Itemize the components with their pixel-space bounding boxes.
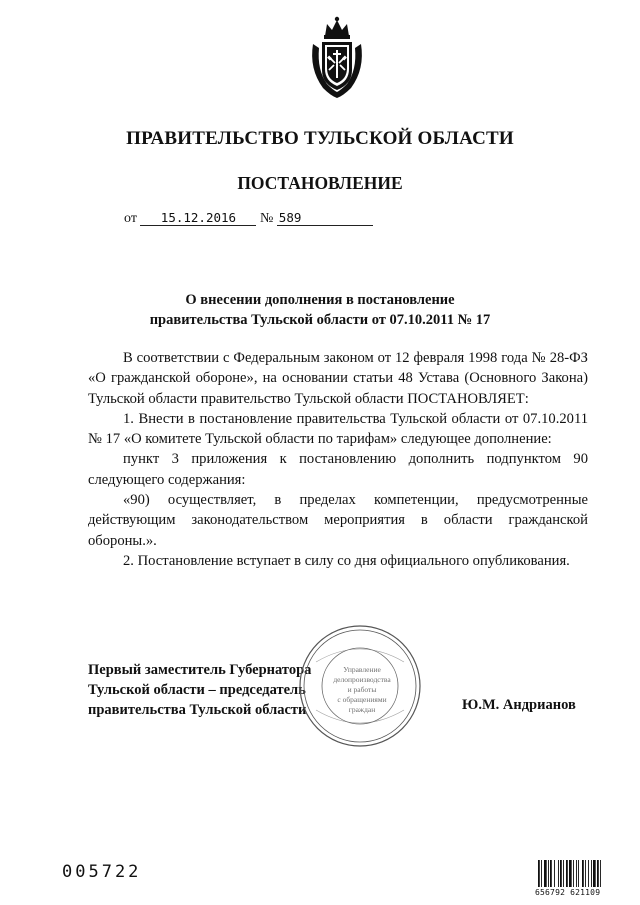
document-subject (0, 290, 640, 330)
barcode-bar (569, 860, 572, 887)
barcode-bar (563, 860, 564, 887)
document-serial-number: 005722 (62, 862, 142, 882)
barcode-bar (544, 860, 547, 887)
paragraph-item-2: 2. Постановление вступает в силу со дня официального опубликования. (123, 552, 570, 569)
tula-coat-of-arms-icon (305, 14, 369, 100)
paragraph-item-1: 1. Внести в постановление правительства Тульской области от 07.10.2011 № 17 «О комитете Тульской области по тарифам» следующее дополнение: (88, 410, 588, 448)
barcode-bar (593, 860, 596, 887)
barcode-bar (550, 860, 552, 887)
paragraph-amendment: пункт 3 приложения к постановлению дополнить подпунктом 90 следующего содержания: (88, 451, 588, 488)
government-title: ПРАВИТЕЛЬСТВО ТУЛЬСКОЙ ОБЛАСТИ (126, 128, 514, 149)
document-number: 589 (277, 211, 373, 226)
stamp-text-2: делопроизводства (333, 675, 391, 684)
official-stamp (296, 622, 424, 750)
document-body (88, 348, 588, 571)
paragraph-preamble: В соответствии с Федеральным законом от 12 февраля 1998 года № 28-ФЗ «О гражданской обороне», на основании статьи 48 Устава (Основного Закона) Тульской области правительство Тульской области ПОСТАНОВЛЯЕТ: (88, 350, 588, 407)
barcode-bar (558, 860, 559, 887)
barcode-bar (588, 860, 589, 887)
barcode-number: 656792 621109 (535, 888, 601, 897)
barcode-bar (548, 860, 549, 887)
stamp-text-5: граждан (348, 705, 376, 714)
barcode-bar (600, 860, 601, 887)
barcode-bar (591, 860, 592, 887)
stamp-text-4: с обращениями (337, 695, 387, 704)
barcode-bar (560, 860, 562, 887)
signer-line-2: Тульской области – председатель (88, 682, 306, 698)
barcode-bar (541, 860, 542, 887)
barcode-bar (554, 860, 555, 887)
subject-line-2: правительства Тульской области от 07.10.2011 № 17 (149, 312, 491, 328)
signer-line-3: правительства Тульской области (88, 702, 307, 718)
barcode-bar (578, 860, 579, 887)
number-prefix: № (259, 211, 274, 226)
barcode-bar (573, 860, 574, 887)
document-date-number (124, 211, 373, 227)
document-type: ПОСТАНОВЛЕНИЕ (237, 173, 403, 193)
barcode-bar (576, 860, 577, 887)
signer-position (88, 660, 311, 720)
signer-name: Ю.М. Андрианов (462, 697, 576, 713)
barcode-bar (582, 860, 584, 887)
barcode-bar (566, 860, 568, 887)
signer-line-1: Первый заместитель Губернатора (88, 662, 312, 678)
stamp-text-1: Управление (343, 665, 381, 674)
document-date: 15.12.2016 (140, 211, 256, 226)
date-prefix: от (124, 211, 137, 226)
paragraph-subitem-90: «90) осуществляет, в пределах компетенции, предусмотренные действующим законодательством мероприятия в области гражданской обороны.». (88, 492, 588, 549)
barcode-bar (597, 860, 599, 887)
barcode-bar (585, 860, 586, 887)
barcode-bar (538, 860, 540, 887)
stamp-text-3: и работы (347, 685, 377, 694)
subject-line-1: О внесении дополнения в постановление (185, 292, 455, 308)
